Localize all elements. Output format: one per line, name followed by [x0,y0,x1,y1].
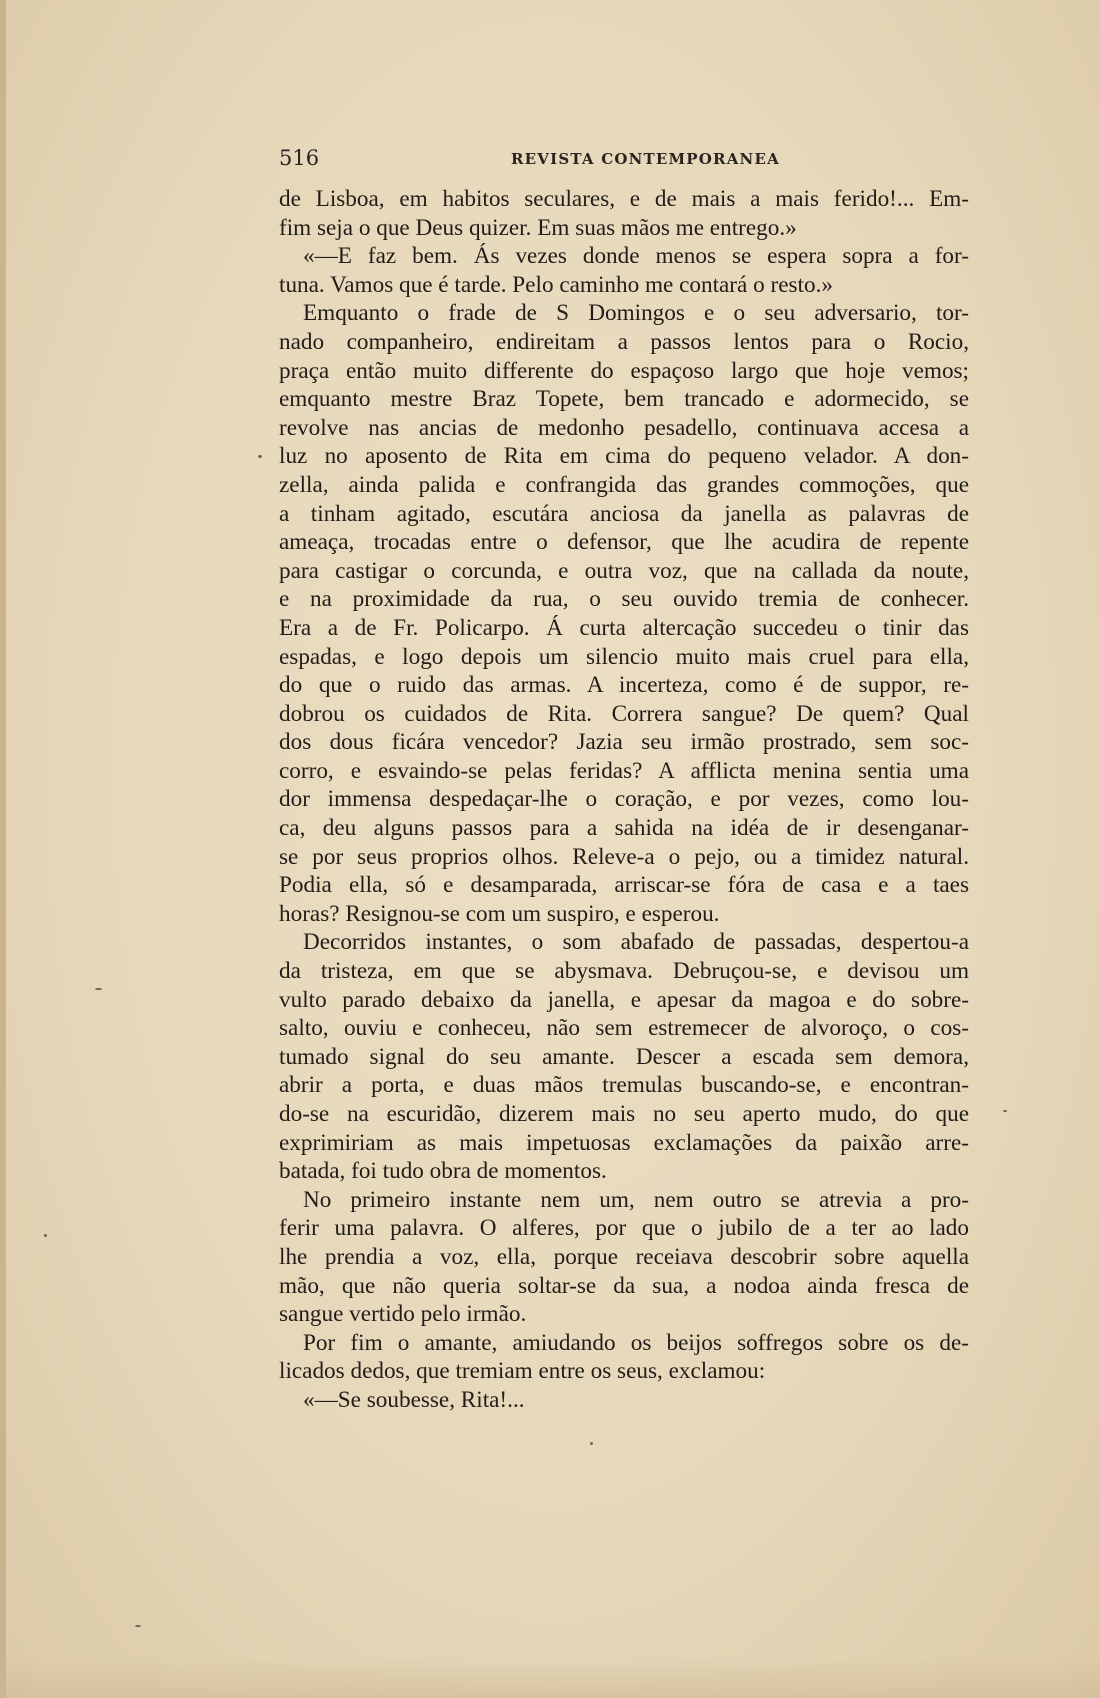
text-line: do-se na escuridão, dizerem mais no seu aperto mudo, do que [279,1101,969,1127]
text-line: fim seja o que Deus quizer. Em suas mãos me entrego.» [279,214,797,241]
text-line: zella, ainda palida e confrangida das grandes commoções, que [279,471,969,498]
text-line: espadas, e logo depois um silencio muito mais cruel para ella, [279,643,969,670]
text-line: salto, ouviu e conheceu, não sem estremecer de alvoroço, o cos- [279,1015,969,1042]
text-line: Por fim o amante, amiudando os beijos soffregos sobre os de- [303,1329,969,1356]
text-line: luz no aposento de Rita em cima do pequeno velador. A don- [279,443,969,470]
text-line: tuna. Vamos que é tarde. Pelo caminho me contará o resto.» [279,271,833,298]
page-bottom-shade [0,1658,1100,1698]
text-line: de Lisboa, em habitos seculares, e de mais a mais ferido!... Em- [279,186,969,212]
text-line: tumado signal do seu amante. Descer a escada sem demora, [279,1043,969,1070]
text-line: nado companheiro, endireitam a passos lentos para o Rocio, [279,328,969,355]
text-line: licados dedos, que tremiam entre os seus, exclamou: [279,1358,766,1385]
text-line: dos dous ficára vencedor? Jazia seu irmão prostrado, sem soc- [279,729,969,756]
text-line: dobrou os cuidados de Rita. Correra sangue? De quem? Qual [279,700,969,727]
text-line: a tinham agitado, escutára anciosa da janella as palavras de [279,500,969,527]
body-text [279,185,969,1415]
text-line: ferir uma palavra. O alferes, por que o jubilo de a ter ao lado [279,1215,969,1242]
page-left-edge [0,0,6,1698]
text-line: dor immensa despedaçar-lhe o coração, e por vezes, como lou- [279,786,969,813]
text-line: No primeiro instante nem um, nem outro se atrevia a pro- [303,1186,969,1213]
paper-speck [44,1234,47,1237]
text-line: «—E faz bem. Ás vezes donde menos se espera sopra a for- [303,243,969,270]
text-line: revolve nas ancias de medonho pesadello, continuava accesa a [279,414,969,441]
text-line: horas? Resignou-se com um suspiro, e esperou. [279,900,720,927]
text-line: e na proximidade da rua, o seu ouvido tremia de conhecer. [279,586,969,613]
paper-speck [258,455,262,458]
page-number: 516 [279,146,320,170]
text-line: batada, foi tudo obra de momentos. [279,1158,607,1185]
text-line: Decorridos instantes, o som abafado de passadas, despertou-a [303,929,969,956]
text-line: mão, que não queria soltar-se da sua, a nodoa ainda fresca de [279,1272,969,1299]
text-line: Podia ella, só e desamparada, arriscar-se fóra de casa e a taes [279,872,969,899]
text-line: ameaça, trocadas entre o defensor, que lhe acudira de repente [279,529,969,556]
text-line: do que o ruido das armas. A incerteza, como é de suppor, re- [279,672,969,699]
paper-speck [1003,1110,1007,1112]
text-line: Era a de Fr. Policarpo. Á curta altercação succedeu o tinir das [279,614,969,641]
text-line: emquanto mestre Braz Topete, bem trancado e adormecido, se [279,386,969,413]
text-line: lhe prendia a voz, ella, porque receiava descobrir sobre aquella [279,1243,969,1270]
paper-speck [95,988,102,990]
paper-speck [590,1442,593,1445]
text-line: Emquanto o frade de S Domingos e o seu adversario, tor- [303,300,969,327]
text-line: para castigar o corcunda, e outra voz, que na callada da noute, [279,557,969,584]
text-line: abrir a porta, e duas mãos tremulas buscando-se, e encontran- [279,1072,969,1099]
running-head: REVISTA CONTEMPORANEA [511,150,780,168]
text-line: vulto parado debaixo da janella, e apesar da magoa e do sobre- [279,986,969,1013]
text-line: «—Se soubesse, Rita!... [303,1386,525,1413]
text-line: sangue vertido pelo irmão. [279,1301,527,1328]
text-line: praça então muito differente do espaçoso largo que hoje vemos; [279,357,969,384]
page-header [279,146,969,172]
text-line: da tristeza, em que se abysmava. Debruçou-se, e devisou um [279,958,969,985]
text-line: ca, deu alguns passos para a sahida na idéa de ir desenganar- [279,815,969,842]
text-line: corro, e esvaindo-se pelas feridas? A afflicta menina sentia uma [279,757,969,784]
text-line: exprimiriam as mais impetuosas exclamações da paixão arre- [279,1129,969,1156]
paper-speck [135,1625,141,1627]
text-line: se por seus proprios olhos. Releve-a o pejo, ou a timidez natural. [279,843,969,870]
